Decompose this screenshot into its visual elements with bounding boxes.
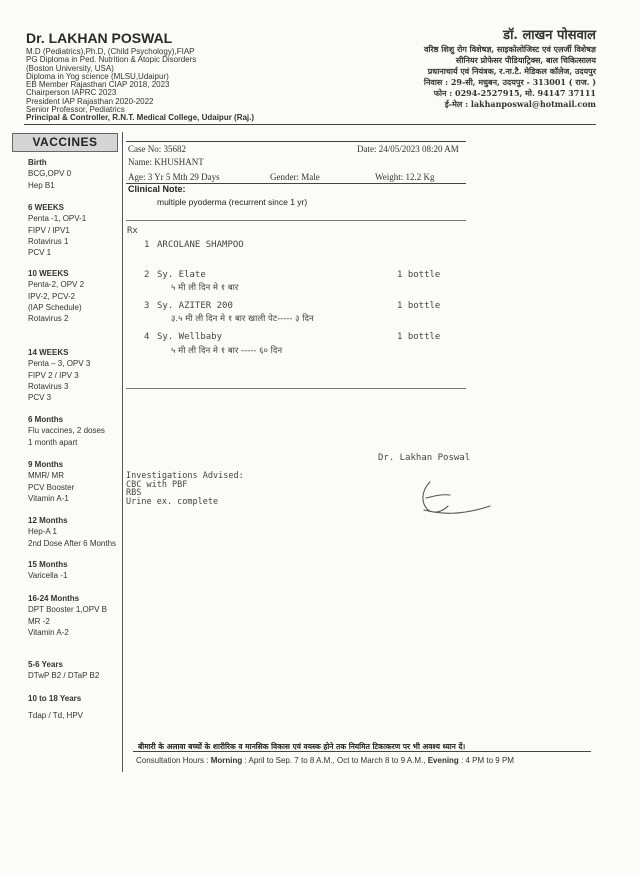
patient-name: Name: KHUSHANT	[128, 157, 204, 167]
case-number: Case No: 35682	[128, 144, 186, 154]
vaccine-item: Penta-2, OPV 2	[28, 280, 85, 290]
rx-label: Rx	[127, 226, 138, 236]
hindi-line: वरिष्ठ शिशु रोग विशेषज्ञ, साइकोलोजिस्ट एवं एलर्जी विशेषज्ञ	[423, 44, 596, 54]
vaccine-item: BCG,OPV 0	[28, 169, 72, 179]
vaccine-item: 2nd Dose After 6 Months	[28, 538, 117, 548]
vaccine-group-9-months	[28, 459, 74, 504]
header-divider	[24, 124, 596, 125]
qualification-line: PG Diploma in Ped. Nutrition & Atopic Disorders	[26, 55, 197, 65]
sidebar-divider	[122, 132, 123, 772]
vaccine-item: Flu vaccines, 2 doses	[28, 426, 105, 436]
rx-item-instruction: ५ मी ली दिन मे १ बार ----- ६० दिन	[171, 346, 283, 356]
vaccine-group-14-weeks	[28, 347, 90, 403]
vaccine-item: IPV-2, PCV-2	[28, 291, 76, 301]
rx-item-number: 3	[144, 301, 150, 311]
rx-item-name: Sy. Elate	[157, 270, 206, 280]
vaccine-group-6-weeks	[28, 202, 86, 258]
consultation-hours	[136, 756, 514, 765]
email: ई-मेल : lakhanposwal@hotmail.com	[444, 99, 596, 109]
patient-age: Age: 3 Yr 5 Mth 29 Days	[128, 172, 220, 182]
vaccine-group-heading: 15 Months	[28, 560, 68, 569]
vaccine-item: DTwP B2 / DTaP B2	[28, 671, 100, 681]
vaccine-item: PCV Booster	[28, 482, 75, 492]
vaccine-group-heading: Birth	[28, 158, 47, 167]
rx-item-name: ARCOLANE SHAMPOO	[157, 240, 244, 250]
rx-item-number: 4	[144, 332, 150, 342]
morning-hours: : April to Sep. 7 to 8 A.M., Oct to March 8 to 9 A.M.,	[244, 756, 426, 765]
vaccine-group-heading: 12 Months	[28, 516, 68, 525]
vaccine-item: FIPV 2 / IPV 3	[28, 370, 79, 380]
qualification-line: Chairperson IAPRC 2023	[26, 88, 117, 98]
vaccine-item: Varicella -1	[28, 571, 68, 581]
evening-hours: : 4 PM to 9 PM	[461, 756, 514, 765]
handwritten-signature	[412, 476, 494, 520]
hindi-line: सीनियर प्रोफेसर पीडियाट्रिक्स, बाल चिकित्सालय	[455, 55, 596, 65]
vaccine-item: Penta -1, OPV-1	[28, 214, 87, 224]
footer-divider	[133, 751, 591, 752]
investigations-block	[126, 472, 244, 506]
phone: फोन : 0294-2527915, मो. 94147 37111	[433, 88, 596, 98]
qualification-line: Diploma in Yog science (MLSU,Udaipur)	[26, 71, 169, 81]
rx-item-instruction: ५ मी ली दिन मे १ बार	[171, 283, 239, 293]
hours-label: Consultation Hours :	[136, 756, 209, 765]
vaccine-group-heading: 6 Months	[28, 415, 64, 424]
vaccine-item: 1 month apart	[28, 437, 78, 447]
vaccines-title: VACCINES	[12, 133, 118, 152]
doctor-name: Dr. LAKHAN POSWAL	[26, 30, 173, 46]
vaccine-item: PCV 1	[28, 248, 52, 258]
vaccine-group-heading: 6 WEEKS	[28, 203, 65, 212]
morning-label: Morning	[210, 756, 243, 765]
hindi-header-block	[424, 28, 596, 110]
rx-item-quantity: 1 bottle	[397, 301, 441, 311]
qualifications-block	[26, 48, 254, 123]
evening-label: Evening	[427, 756, 459, 765]
visit-date: Date: 24/05/2023 08:20 AM	[357, 144, 459, 154]
vaccine-item: Vitamin A-1	[28, 493, 69, 503]
vaccine-item: Hep B1	[28, 180, 55, 190]
rx-item-number: 1	[144, 240, 150, 250]
vaccine-item: Tdap / Td, HPV	[28, 711, 83, 721]
vaccine-group-heading: 10 WEEKS	[28, 269, 69, 278]
qualification-line: (Boston University, USA)	[26, 63, 114, 73]
vaccine-item: MR -2	[28, 616, 50, 626]
vaccine-item: Vitamin A-2	[28, 627, 69, 637]
vaccine-group-heading: 16-24 Months	[28, 594, 80, 603]
patient-weight: Weight: 12.2 Kg	[375, 172, 435, 182]
vaccine-group-heading: 14 WEEKS	[28, 348, 69, 357]
vaccine-group-10-weeks	[28, 268, 84, 324]
footer-hindi-note: बीमारी के अलावा बच्चों के शारीरिक व मानसिक विकास एवं वयस्क होने तक नियमित टिकाकरण पर भी अवश्य ध्यान दें।	[138, 742, 466, 751]
clinical-note-label: Clinical Note:	[128, 184, 186, 194]
vaccine-item: Hep-A 1	[28, 527, 57, 537]
qualification-line: President IAP Rajasthan 2020-2022	[26, 96, 154, 106]
vaccine-group-heading: 10 to 18 Years	[28, 694, 82, 703]
hindi-line: प्रधानाचार्य एवं नियंत्रक, र.ना.टै. मेडिकल कॉलेज, उदयपुर	[427, 66, 596, 76]
vaccine-item: FIPV / IPV1	[28, 225, 70, 235]
vaccine-group-5-6-years	[28, 659, 99, 682]
vaccine-item: Rotavirus 1	[28, 236, 69, 246]
note-divider	[126, 220, 466, 221]
patient-top-rule	[126, 141, 466, 142]
vaccine-item: (IAP Schedule)	[28, 302, 82, 312]
investigation-item: CBC with PBF	[126, 479, 188, 490]
vaccine-group-birth	[28, 157, 71, 191]
investigation-item: Urine ex. complete	[126, 496, 219, 507]
vaccine-group-heading: 9 Months	[28, 460, 64, 469]
clinical-note-text: multiple pyoderma (recurrent since 1 yr)	[157, 197, 308, 207]
vaccine-group-6-months	[28, 414, 105, 448]
vaccine-item: PCV 3	[28, 393, 52, 403]
investigation-item: RBS	[126, 488, 142, 498]
investigations-label: Investigations Advised:	[126, 471, 244, 481]
qualification-line: EB Member Rajasthan CIAP 2018, 2023	[26, 80, 170, 90]
vaccine-item: Rotavirus 3	[28, 381, 69, 391]
qualification-line: Senior Professor, Pediatrics	[26, 105, 125, 115]
vaccine-item: MMR/ MR	[28, 471, 64, 481]
qualification-line: M.D (Pediatrics),Ph.D, (Child Psychology),FIAP	[26, 47, 195, 56]
hindi-doctor-name: डॉ. लाखन पोसवाल	[503, 28, 596, 43]
patient-gender: Gender: Male	[270, 172, 320, 182]
address: निवास : 29-सी, मधुबन, उदयपुर - 313001 ( राज. )	[423, 77, 596, 87]
rx-item-quantity: 1 bottle	[397, 270, 441, 280]
rx-bottom-rule	[126, 388, 466, 389]
vaccine-item: DPT Booster 1,OPV B	[28, 605, 107, 615]
vaccine-item: Rotavirus 2	[28, 314, 69, 324]
vaccine-group-16-24-months	[28, 593, 107, 638]
rx-item-instruction: ३.५ मी ली दिन मे १ बार खाली पेट----- ३ दिन	[171, 314, 314, 324]
vaccine-group-10-18-years	[28, 693, 83, 722]
position-line: Principal & Controller, R.N.T. Medical College, Udaipur (Raj.)	[26, 113, 255, 123]
signature-name: Dr. Lakhan Poswal	[378, 453, 471, 463]
rx-item-name: Sy. AZITER 200	[157, 301, 233, 311]
vaccine-group-15-months	[28, 559, 68, 582]
vaccine-item: Penta – 3, OPV 3	[28, 359, 91, 369]
rx-item-name: Sy. Wellbaby	[157, 332, 223, 342]
vaccine-group-12-months	[28, 515, 116, 549]
vaccine-group-heading: 5-6 Years	[28, 660, 63, 669]
rx-item-number: 2	[144, 270, 150, 280]
rx-item-quantity: 1 bottle	[397, 332, 441, 342]
